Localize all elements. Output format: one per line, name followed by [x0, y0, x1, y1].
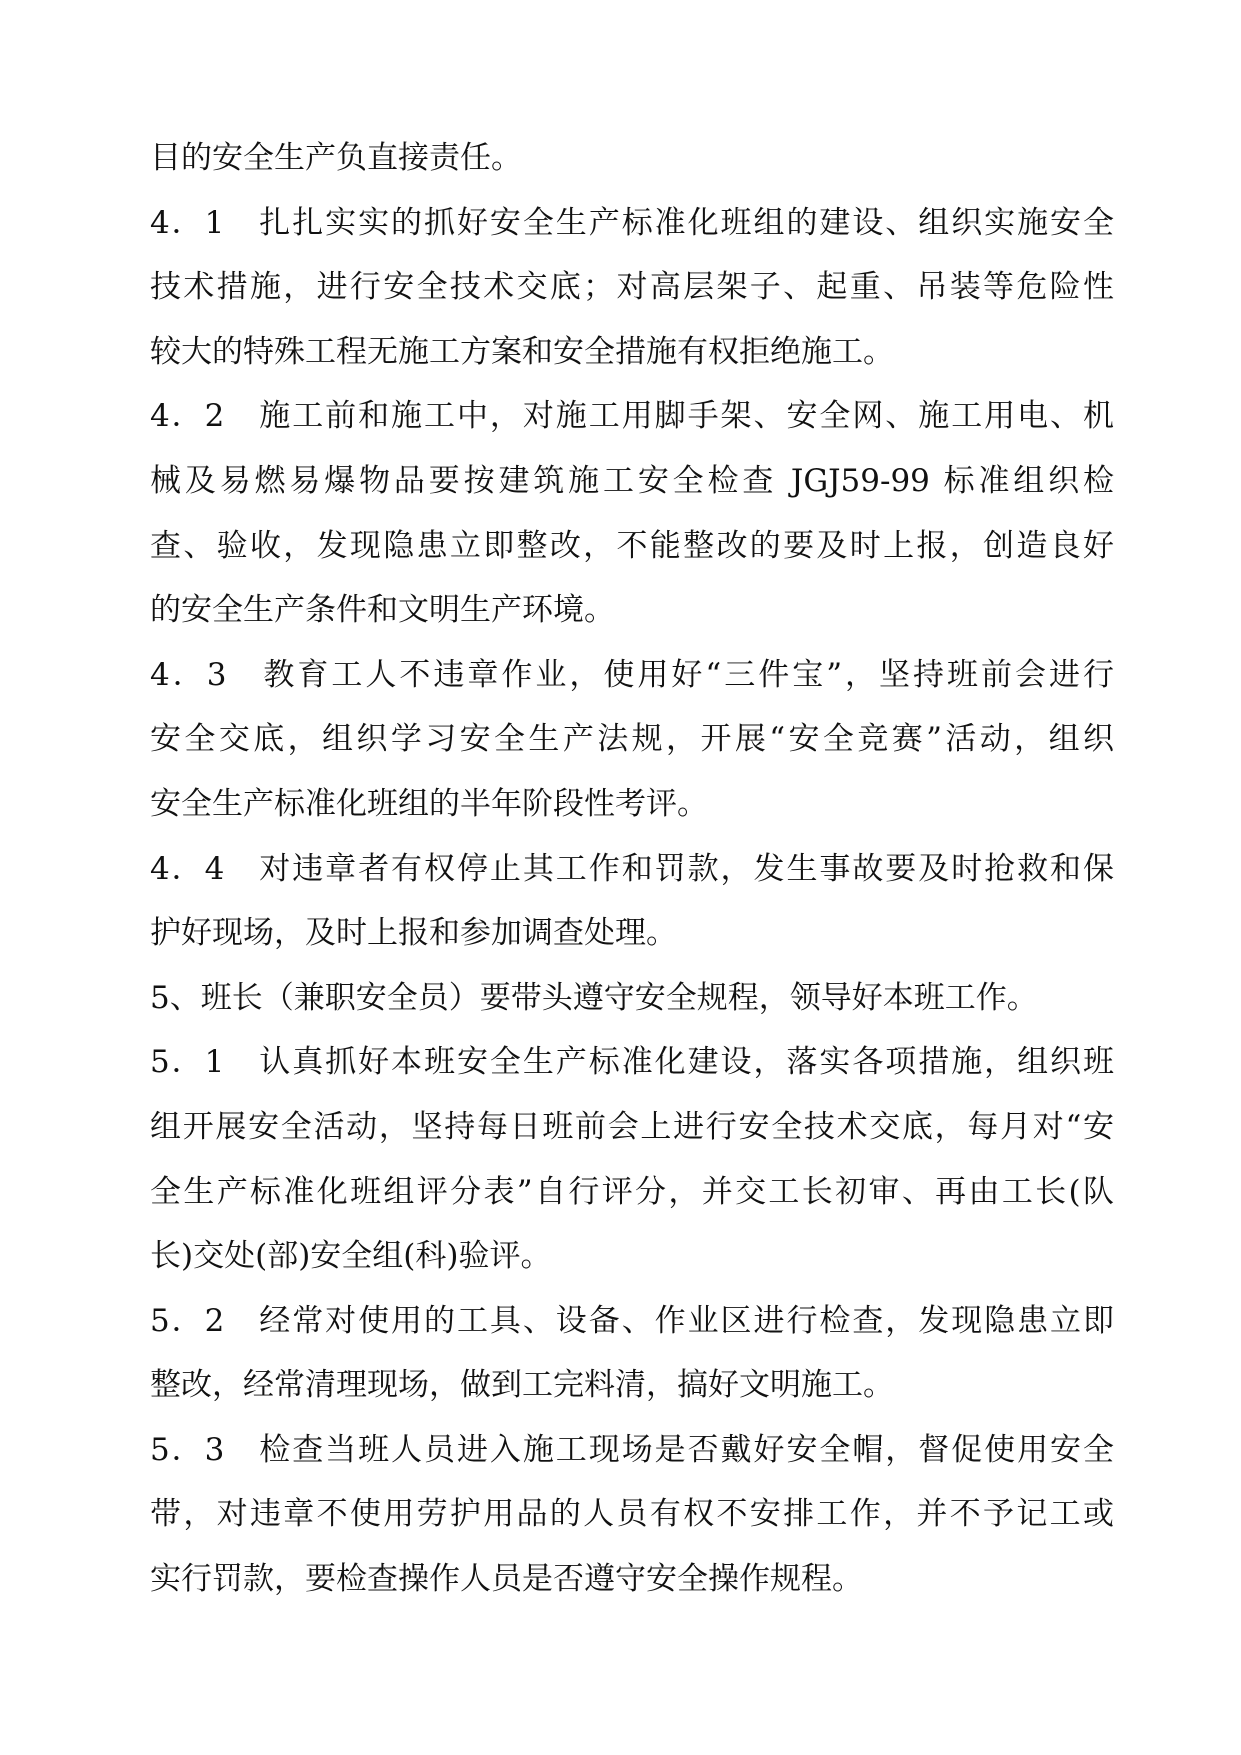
- text-line: 护好现场，及时上报和参加调查处理。: [150, 915, 677, 952]
- text-line: 安全交底，组织学习安全生产法规，开展“安全竞赛”活动，组织: [150, 721, 1114, 758]
- text-line: 4．4 对违章者有权停止其工作和罚款，发生事故要及时抢救和保: [150, 850, 1114, 887]
- text-line: 械及易燃易爆物品要按建筑施工安全检查 JGJ59-99 标准组织检: [150, 462, 1114, 499]
- text-line: 实行罚款，要检查操作人员是否遵守安全操作规程。: [150, 1561, 863, 1598]
- text-line: 4．3 教育工人不违章作业，使用好“三件宝”，坚持班前会进行: [150, 656, 1114, 693]
- text-line: 查、验收，发现隐患立即整改，不能整改的要及时上报，创造良好: [150, 527, 1114, 564]
- text-line: 5、班长（兼职安全员）要带头遵守安全规程，领导好本班工作。: [150, 979, 1038, 1016]
- text-line: 的安全生产条件和文明生产环境。: [150, 592, 615, 629]
- text-line: 带，对违章不使用劳护用品的人员有权不安排工作，并不予记工或: [150, 1496, 1114, 1533]
- body-text: [150, 126, 1114, 1612]
- text-line: 5．1 认真抓好本班安全生产标准化建设，落实各项措施，组织班: [150, 1044, 1114, 1081]
- text-line: 组开展安全活动，坚持每日班前会上进行安全技术交底，每月对“安: [150, 1108, 1114, 1145]
- text-line: 全生产标准化班组评分表”自行评分，并交工长初审、再由工长(队: [150, 1173, 1114, 1210]
- text-line: 5．3 检查当班人员进入施工现场是否戴好安全帽，督促使用安全: [150, 1431, 1114, 1468]
- text-line: 5．2 经常对使用的工具、设备、作业区进行检查，发现隐患立即: [150, 1302, 1114, 1339]
- text-line: 目的安全生产负直接责任。: [150, 140, 522, 176]
- text-line: 4．1 扎扎实实的抓好安全生产标准化班组的建设、组织实施安全: [150, 204, 1114, 241]
- text-line: 安全生产标准化班组的半年阶段性考评。: [150, 785, 708, 822]
- text-line: 整改，经常清理现场，做到工完料清，搞好文明施工。: [150, 1367, 894, 1404]
- text-line: 4．2 施工前和施工中，对施工用脚手架、安全网、施工用电、机: [150, 398, 1114, 435]
- text-line: 较大的特殊工程无施工方案和安全措施有权拒绝施工。: [150, 333, 894, 370]
- text-line: 技术措施，进行安全技术交底；对高层架子、起重、吊装等危险性: [150, 269, 1114, 306]
- text-line: 长)交处(部)安全组(科)验评。: [150, 1238, 552, 1275]
